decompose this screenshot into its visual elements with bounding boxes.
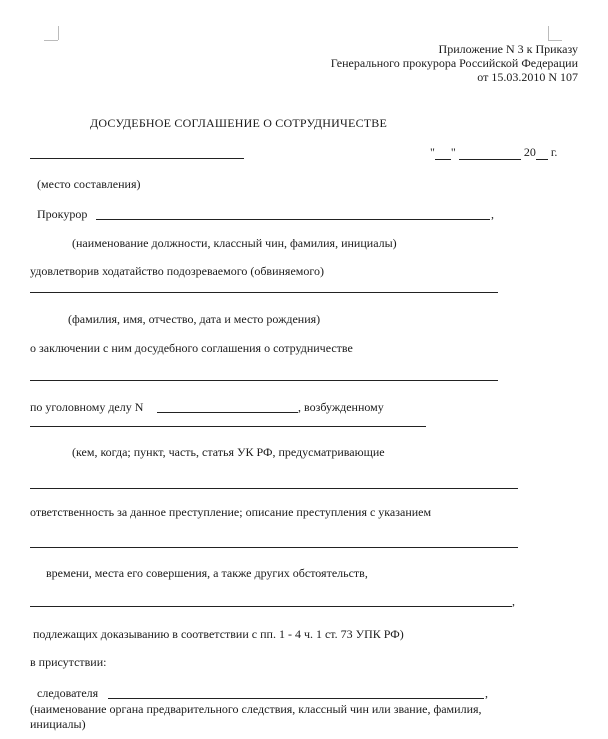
- month-blank: [459, 145, 521, 160]
- investigator-caption-line-1: (наименование органа предварительного следствия, классный чин или звание, фамилия,: [30, 702, 482, 716]
- header-issuer-line: Генерального прокурора Российской Федерации: [330, 56, 578, 70]
- agreement-blank-line: [30, 380, 498, 381]
- liability-text: ответственность за данное преступление; описание преступления с указанием: [30, 505, 432, 519]
- page-corner-mark-top-left-v: [58, 26, 59, 40]
- date-row: [430, 145, 557, 160]
- prosecutor-caption: (наименование должности, классный чин, фамилия, инициалы): [72, 236, 397, 250]
- day-blank: [435, 145, 451, 160]
- case-label: по уголовному делу N: [30, 400, 144, 414]
- page-corner-mark-top-left-h: [44, 40, 58, 41]
- header-appendix-line: Приложение N 3 к Приказу: [438, 42, 578, 56]
- agreement-text: о заключении с ним досудебного соглашения о сотрудничестве: [30, 341, 353, 355]
- case-details-blank-line: [30, 426, 426, 427]
- year-prefix: 20: [523, 145, 536, 159]
- date-close-quote: ": [450, 145, 456, 159]
- crime-blank-line-1: [30, 488, 518, 489]
- investigator-blank-line: [108, 698, 484, 699]
- page-corner-mark-top-right-h: [548, 40, 562, 41]
- document-title: ДОСУДЕБНОЕ СОГЛАШЕНИЕ О СОТРУДНИЧЕСТВЕ: [90, 116, 388, 130]
- place-caption: (место составления): [37, 177, 141, 191]
- date-open-quote: ": [430, 145, 435, 159]
- year-suffix: г.: [550, 145, 558, 159]
- page-corner-mark-top-right-v: [548, 26, 549, 40]
- investigator-comma: ,: [485, 686, 488, 700]
- year-blank: [536, 145, 548, 160]
- prosecutor-label: Прокурор: [37, 207, 88, 221]
- petition-text: удовлетворив ходатайство подозреваемого (обвиняемого): [30, 264, 324, 278]
- prosecutor-blank-line: [96, 219, 490, 220]
- crime-comma: ,: [512, 594, 515, 608]
- presence-label: в присутствии:: [30, 655, 107, 669]
- person-caption: (фамилия, имя, отчество, дата и место рождения): [68, 312, 321, 326]
- header-order-date-line: от 15.03.2010 N 107: [477, 70, 578, 84]
- prosecutor-comma: ,: [491, 207, 494, 221]
- person-blank-line: [30, 292, 498, 293]
- place-blank-line: [30, 158, 244, 159]
- proof-text: подлежащих доказыванию в соответствии с пп. 1 - 4 ч. 1 ст. 73 УПК РФ): [33, 627, 404, 641]
- time-text: времени, места его совершения, а также других обстоятельств,: [46, 566, 368, 580]
- case-caption: (кем, когда; пункт, часть, статья УК РФ, предусматривающие: [72, 445, 385, 459]
- crime-blank-line-3: [30, 606, 512, 607]
- case-suffix: , возбужденному: [298, 400, 384, 414]
- investigator-label: следователя: [37, 686, 99, 700]
- case-number-blank-line: [157, 412, 298, 413]
- crime-blank-line-2: [30, 547, 518, 548]
- investigator-caption-line-2: инициалы): [30, 717, 86, 731]
